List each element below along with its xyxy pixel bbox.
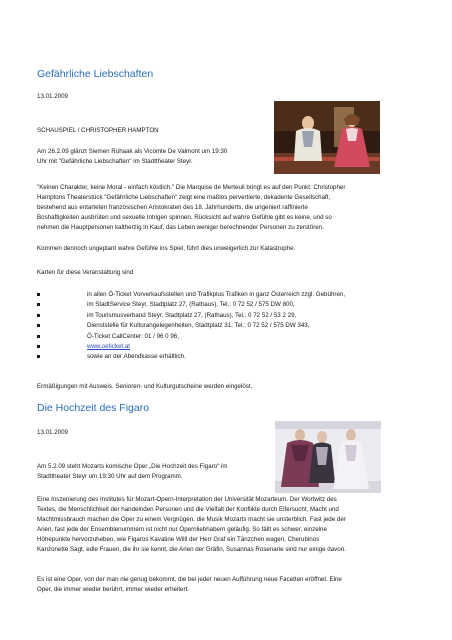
article-intro-line-1: Am 26.2.09 glänzt Siemen Rühaak als Vicomte De Valmont um 19:30 xyxy=(37,148,228,155)
paragraph-line: Oper, die immer wieder berührt, immer wieder erheitert. xyxy=(37,585,189,593)
list-item-text: Dienststelle für Kulturangelegenheiten, Stadtplatz 31, Tel.: 0 72 52 / 575 DW 343, xyxy=(87,322,310,330)
bullet-icon xyxy=(37,293,40,296)
list-item xyxy=(37,352,345,362)
list-item-text: im Tourismusverband Steyr, Stadtplatz 27, (Rathaus), Tel.: 0 72 52 / 53 2 29, xyxy=(87,311,297,319)
paragraph-line: Arien, fast jede der Ensemblenummern ist nicht nur Opernliebhabern geläufig. So fällt es schwer, einzelne xyxy=(37,525,327,533)
oeticket-link[interactable]: www.oeticket.at xyxy=(87,342,130,350)
article-paragraph: Kommen dennoch ungeplant wahre Gefühle ins Spiel, führt dies unweigerlich zur Katastrophe. xyxy=(37,245,296,252)
paragraph-line: Textes, die Menschlichkeit der handelnden Personen und die Vielfalt der Konflikte durch Eifersucht, Macht und xyxy=(37,505,339,513)
stage-scene-illustration xyxy=(274,101,380,174)
tickets-intro: Karten für diese Veranstaltung sind xyxy=(37,269,134,276)
ticket-outlets-list xyxy=(37,290,345,363)
bullet-icon xyxy=(37,335,40,338)
paragraph-line: bestehend aus entarteten französischen Aristokraten des 18. Jahrhunderts, die ungeniert raffinierte xyxy=(37,203,308,211)
article-paragraph xyxy=(37,495,437,554)
article-intro-line-1: Am 5.2.09 steht Mozarts komische Oper „Die Hochzeit des Figaro“ im xyxy=(37,463,228,470)
theater-photo-liebschaften xyxy=(274,101,380,174)
list-item-text: Ö-Ticket CallCenter: 01 / 96 0 96, xyxy=(87,332,179,340)
paragraph-line: Boshaftigkeiten ausbrüten und sexuelle Intrigen spinnen. Rücksicht auf wahre Gefühle gibt es keine, und so xyxy=(37,213,332,221)
discount-note: Ermäßigungen mit Ausweis. Senioren- und Kulturgutscheine werden eingelöst. xyxy=(37,383,253,390)
list-item xyxy=(37,342,345,352)
list-item xyxy=(37,311,345,321)
list-item xyxy=(37,332,345,342)
paragraph-line: Hamptons Theaterstück "Gefährliche Liebschaften" zeigt eine maßlos pervertierte, dekadente Gesellschaft, xyxy=(37,193,331,201)
list-item xyxy=(37,300,345,310)
paragraph-line: nehmen die Hauptpersonen kaltherzig in Kauf, das Leben weniger berechnender Personen zu zerstören. xyxy=(37,223,324,231)
paragraph-line: Kanzonette Sagt, edle Frauen, die ihr sie kennt, die Arien der Gräfin, Susannas Rosenarie sind nur einige davon. xyxy=(37,545,346,553)
article-intro-line-2: Uhr mit "Gefährliche Liebschaften" im Stadttheater Steyr. xyxy=(37,158,193,165)
bullet-icon xyxy=(37,355,40,358)
theater-photo-figaro xyxy=(275,421,381,493)
article-title-hochzeit-des-figaro: Die Hochzeit des Figaro xyxy=(37,402,150,414)
paragraph-line: Eine Inszenierung des Institutes für Mozart-Opern-Interpretation der Universität Mozarteum. Der Wortwitz des xyxy=(37,496,337,503)
article-date: 13.01.2009 xyxy=(37,429,68,436)
bullet-icon xyxy=(37,345,40,348)
paragraph-line: "Keinen Charakter, keine Moral - einfach köstlich." Die Marquise de Merteuil bringt es auf den Punkt: Christopher xyxy=(37,184,346,191)
list-item-text: sowie an der Abendkasse erhältlich. xyxy=(87,353,186,361)
article-date: 13.01.2009 xyxy=(37,93,68,100)
bullet-icon xyxy=(37,324,40,327)
paragraph-line: Machtmissbrauch machen die Oper zu einem Vergnügen, die Musik Mozarts macht sie unsterblich. Fast jede der xyxy=(37,515,346,523)
paragraph-line: Es ist eine Oper, von der man nie genug bekommt, die bei jeder neuen Aufführung neue Facetten eröffnet. Eine xyxy=(37,576,342,583)
paragraph-line: Höhepunkte hervorzuheben, wie Figaros Kavatine Willl der Herr Graf ein Tänzchen wagen, Cherubinos xyxy=(37,535,320,543)
list-item xyxy=(37,290,345,300)
article-category: SCHAUSPIEL / CHRISTOPHER HAMPTON xyxy=(37,127,159,134)
list-item-text: in allen Ö-Ticket Vorverkaufsstellen und Trafikplus Trafiken in ganz Österreich zzgl. Gebühren, xyxy=(87,291,346,298)
bullet-icon xyxy=(37,303,40,306)
list-item xyxy=(37,321,345,331)
opera-scene-illustration xyxy=(275,421,381,493)
article-paragraph xyxy=(37,183,427,233)
article-paragraph xyxy=(37,575,437,595)
article-title-gefaehrliche-liebschaften: Gefährliche Liebschaften xyxy=(37,68,154,80)
bullet-icon xyxy=(37,314,40,317)
list-item-text: im StadtService Steyr, Stadtplatz 27, (Rathaus), Tel.: 0 72 52 / 575 DW 800, xyxy=(87,301,295,309)
article-intro-line-2: Stadttheater Steyr um 19:30 Uhr auf dem Programm. xyxy=(37,473,183,480)
